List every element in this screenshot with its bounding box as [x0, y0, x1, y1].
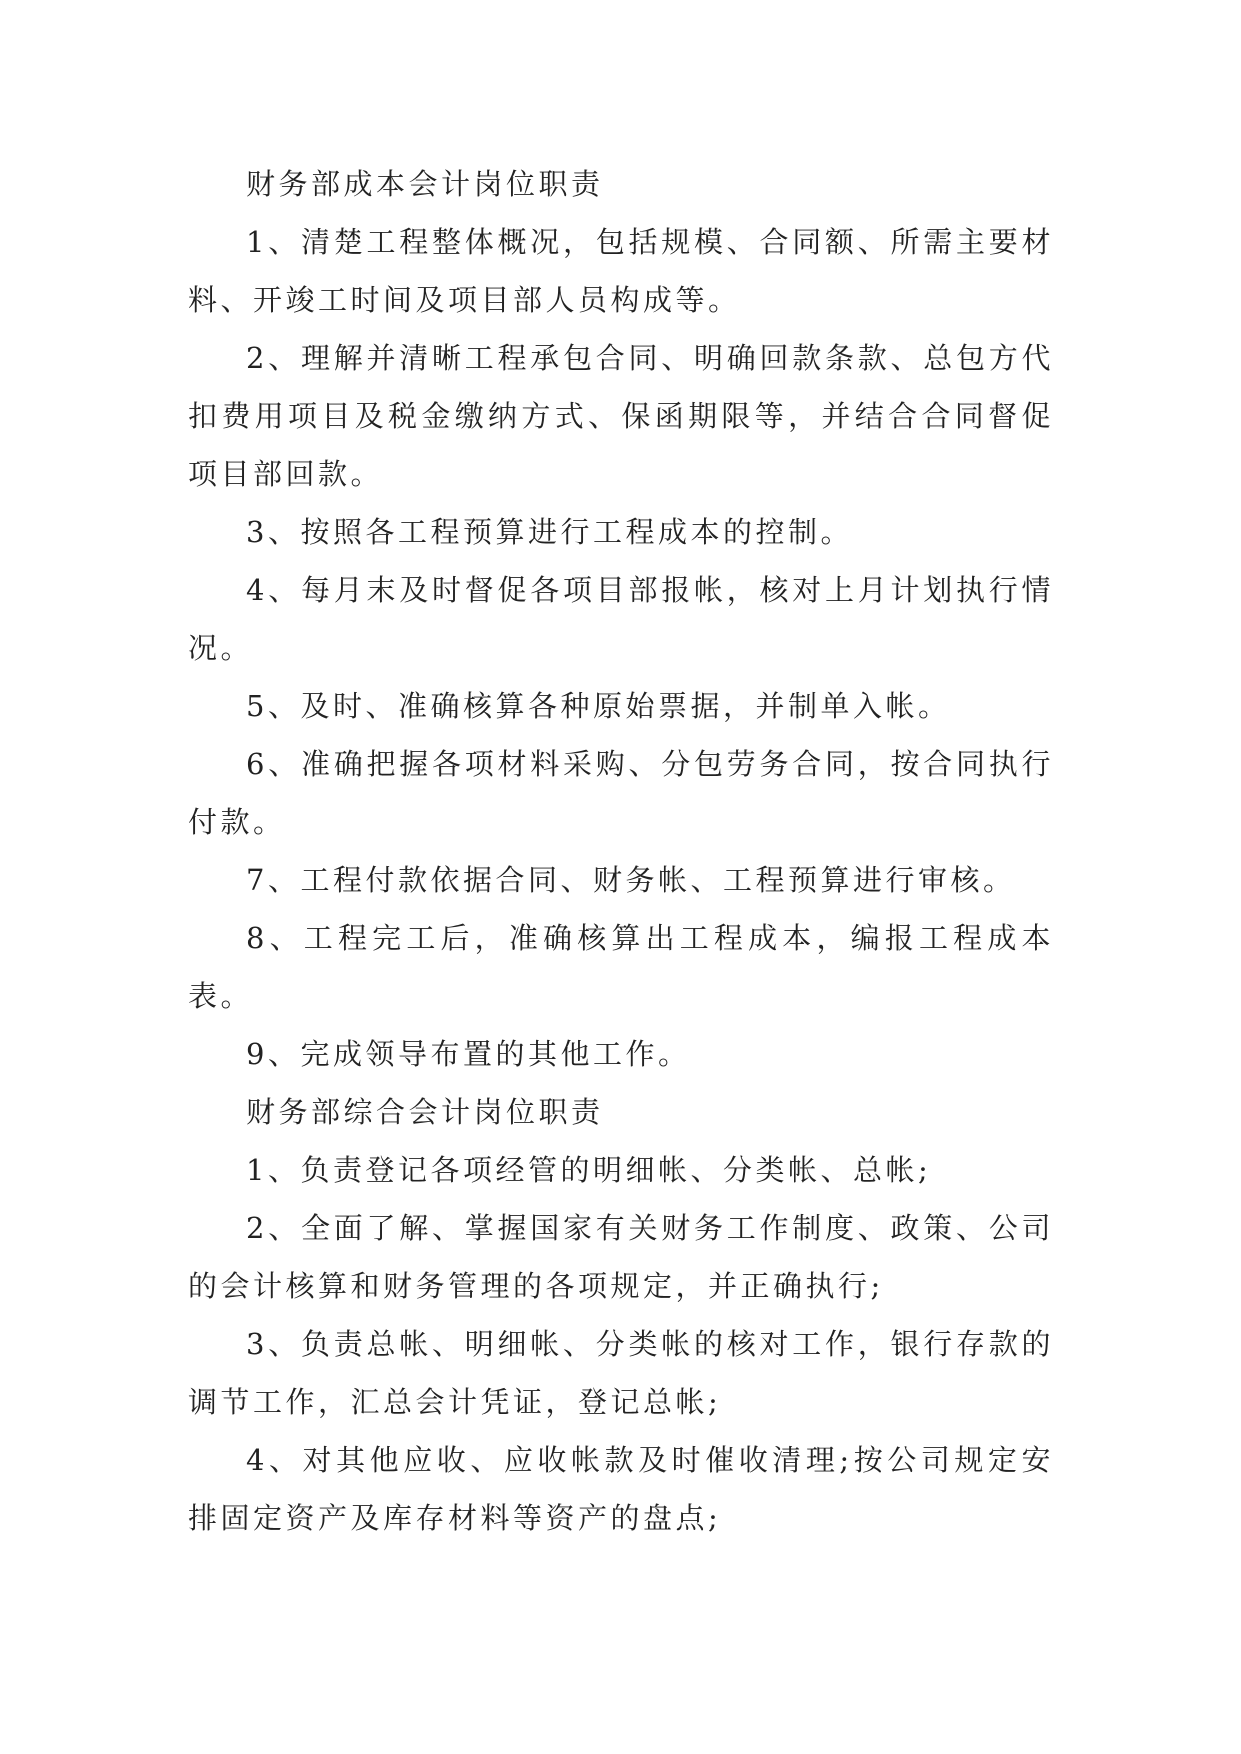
duty-paragraph: 7、工程付款依据合同、财务帐、工程预算进行审核。	[246, 863, 1016, 897]
duty-paragraph: 4、对其他应收、应收帐款及时催收清理;按公司规定安排固定资产及库存材料等资产的盘点;	[188, 1443, 1054, 1535]
duty-paragraph: 9、完成领导布置的其他工作。	[246, 1037, 691, 1071]
duty-paragraph: 1、清楚工程整体概况，包括规模、合同额、所需主要材料、开竣工时间及项目部人员构成等。	[188, 225, 1054, 317]
duty-paragraph: 6、准确把握各项材料采购、分包劳务合同，按合同执行付款。	[188, 747, 1054, 839]
section-heading-general-accountant: 财务部综合会计岗位职责	[246, 1095, 604, 1129]
duty-paragraph: 2、全面了解、掌握国家有关财务工作制度、政策、公司的会计核算和财务管理的各项规定，并正确执行;	[188, 1211, 1054, 1303]
duty-paragraph: 2、理解并清晰工程承包合同、明确回款条款、总包方代扣费用项目及税金缴纳方式、保函期限等，并结合合同督促项目部回款。	[188, 341, 1054, 491]
document-body	[188, 155, 1054, 1547]
duty-paragraph: 1、负责登记各项经管的明细帐、分类帐、总帐;	[246, 1153, 932, 1187]
duty-paragraph: 3、负责总帐、明细帐、分类帐的核对工作，银行存款的调节工作，汇总会计凭证，登记总帐;	[188, 1327, 1054, 1419]
section-heading-cost-accountant: 财务部成本会计岗位职责	[246, 167, 604, 201]
duty-paragraph: 8、工程完工后，准确核算出工程成本，编报工程成本表。	[188, 921, 1054, 1013]
duty-paragraph: 4、每月末及时督促各项目部报帐，核对上月计划执行情况。	[188, 573, 1054, 665]
duty-paragraph: 5、及时、准确核算各种原始票据，并制单入帐。	[246, 689, 951, 723]
duty-paragraph: 3、按照各工程预算进行工程成本的控制。	[246, 515, 853, 549]
